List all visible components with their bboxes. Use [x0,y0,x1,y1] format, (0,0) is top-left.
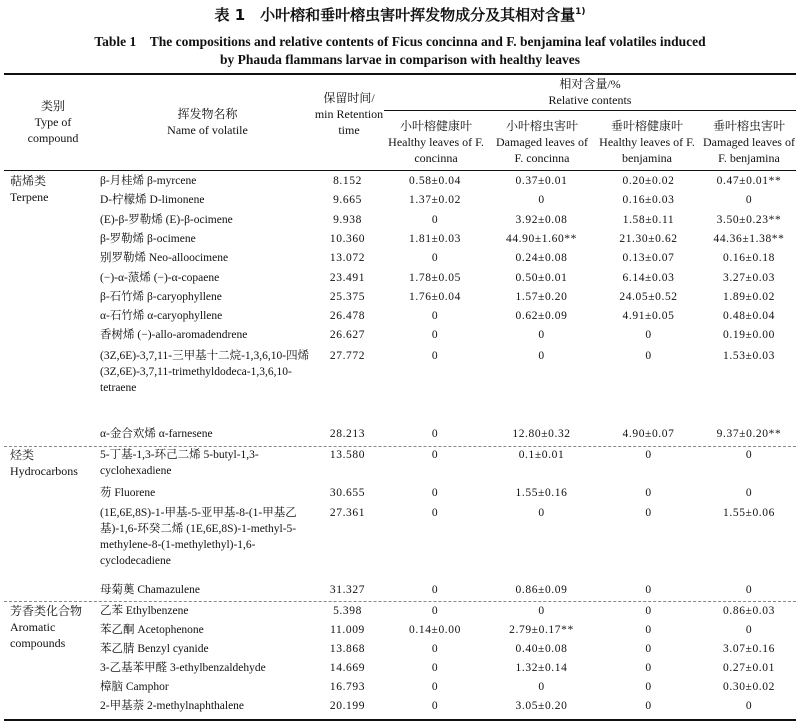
relative-content-cell: 0.14±0.00 [409,624,461,636]
retention-time: 30.655 [329,487,366,499]
relative-content-cell: 0 [431,662,439,674]
table-caption-en-line1: Table 1 The compositions and relative contents of Ficus concinna and F. benjamina leaf volatiles induced [94,34,706,49]
relative-content-cell: 0.19±0.00 [723,329,775,341]
header-col-healthy-benjamina: 垂叶榕健康叶 Healthy leaves of F. benjamina [599,119,695,165]
relative-content-cell: 0.16±0.03 [622,194,675,206]
relative-content-cell: 44.90±1.60** [505,233,577,245]
volatile-name: β-月桂烯 β-myrcene [100,175,197,187]
relative-content-cell: 0 [431,310,439,322]
relative-content-cell: 0 [431,214,439,226]
relative-content-cell: 0 [745,487,753,499]
relative-content-cell: 3.50±0.23** [716,214,782,226]
relative-content-cell: 0 [745,449,753,461]
volatile-name: 5-丁基-1,3-环己二烯 5-butyl-1,3-cyclohexadiene [100,449,259,477]
relative-content-cell: 0 [645,350,652,362]
relative-content-cell: 3.07±0.16 [723,643,775,655]
relative-content-cell: 1.37±0.02 [409,194,461,206]
volatile-name: 母菊薁 Chamazulene [100,584,200,596]
category-cn: 烃类 [10,448,35,462]
retention-time: 8.152 [333,175,362,187]
volatile-name: 别罗勒烯 Neo-alloocimene [100,252,229,264]
table-caption-cn: 表 1 小叶榕和垂叶榕虫害叶挥发物成分及其相对含量$^{1)}$ [214,6,586,24]
relative-content-cell: 1.78±0.05 [409,272,461,284]
relative-content-cell: 0 [431,329,439,341]
relative-content-cell: 0 [645,700,652,712]
relative-content-cell: 0 [745,700,753,712]
relative-content-cell: 0 [431,700,439,712]
relative-content-cell: 6.14±0.03 [622,272,675,284]
relative-content-cell: 1.76±0.04 [409,291,461,303]
relative-content-cell: 0 [538,681,545,693]
retention-time: 13.580 [329,449,366,461]
relative-content-cell: 0 [538,507,545,519]
relative-content-cell: 0 [431,605,439,617]
relative-content-cell: 0 [431,487,439,499]
relative-content-cell: 0 [431,584,439,596]
relative-content-cell: 0 [538,350,545,362]
relative-content-cell: 0 [745,194,753,206]
relative-content-cell: 0.58±0.04 [409,175,461,187]
category-en: Aromatic compounds [10,620,66,650]
relative-content-cell: 0 [645,449,652,461]
header-type-cn: 类别 [40,99,65,113]
header-col-healthy-concinna: 小叶榕健康叶 Healthy leaves of F. concinna [388,119,484,165]
retention-time: 31.327 [329,584,366,596]
retention-time: 26.627 [329,329,366,341]
volatile-name: α-金合欢烯 α-farnesene [100,428,213,440]
relative-content-cell: 0.37±0.01 [515,175,568,187]
retention-time: 27.772 [329,350,366,362]
relative-content-cell: 0 [645,681,652,693]
group-separator [4,601,796,602]
relative-content-cell: 0.86±0.03 [723,605,775,617]
relative-content-cell: 0 [645,624,652,636]
relative-content-cell: 3.27±0.03 [723,272,775,284]
relative-content-cell: 0 [431,252,439,264]
volatile-name: β-罗勒烯 β-ocimene [100,233,196,245]
relative-content-cell: 4.90±0.07 [622,428,675,440]
relative-content-cell: 44.36±1.38** [713,233,785,245]
relative-content-cell: 0.27±0.01 [723,662,775,674]
volatile-name: 2-甲基萘 2-methylnaphthalene [100,700,245,712]
relative-content-cell: 0 [538,194,545,206]
volatile-name: α-石竹烯 α-caryophyllene [100,310,223,322]
retention-time: 11.009 [330,624,365,636]
volatile-name: 乙苯 Ethylbenzene [100,605,189,617]
relative-contents-rule [384,110,796,111]
relative-content-cell: 4.91±0.05 [622,310,675,322]
category-en: Hydrocarbons [10,464,78,478]
header-retention-time: 保留时间/ min Retention time [314,91,384,137]
volatile-name: β-石竹烯 β-caryophyllene [100,291,222,303]
relative-content-cell: 24.05±0.52 [619,291,678,303]
volatile-name: 香树烯 (−)-allo-aromadendrene [100,329,248,341]
relative-content-cell: 0.47±0.01** [716,175,782,187]
relative-content-cell: 0 [645,487,652,499]
header-col-damaged-concinna: 小叶榕虫害叶 Damaged leaves of F. concinna [496,119,588,165]
relative-content-cell: 0 [538,605,545,617]
category-en: Terpene [10,190,49,204]
relative-content-cell: 0.30±0.02 [723,681,775,693]
volatile-name: D-柠檬烯 D-limonene [100,194,205,206]
relative-content-cell: 0.24±0.08 [515,252,568,264]
relative-content-cell: 0.48±0.04 [723,310,775,322]
relative-content-cell: 0 [645,507,652,519]
relative-content-cell: 1.89±0.02 [723,291,775,303]
header-relative-en: Relative contents [548,93,632,107]
volatile-name: (E)-β-罗勒烯 (E)-β-ocimene [100,214,233,226]
header-type-en: Type of compound [27,115,79,145]
relative-content-cell: 0 [431,507,439,519]
retention-time: 9.665 [333,194,362,206]
relative-content-cell: 3.05±0.20 [515,700,568,712]
header-relative-cn: 相对含量/% [559,77,621,91]
relative-content-cell: 0 [538,329,545,341]
retention-time: 5.398 [333,605,362,617]
header-col-damaged-benjamina: 垂叶榕虫害叶 Damaged leaves of F. benjamina [703,119,795,165]
relative-content-cell: 12.80±0.32 [512,428,571,440]
relative-content-cell: 1.53±0.03 [723,350,775,362]
retention-time: 23.491 [329,272,366,284]
relative-content-cell: 0 [645,643,652,655]
relative-content-cell: 0 [745,584,753,596]
retention-time: 25.375 [329,291,366,303]
bottom-rule [4,719,796,721]
relative-content-cell: 1.32±0.14 [515,662,568,674]
retention-time: 20.199 [329,700,366,712]
table-caption-en-line2: by Phauda flammans larvae in comparison with healthy leaves [219,52,581,67]
retention-time: 26.478 [329,310,366,322]
relative-content-cell: 1.55±0.06 [723,507,775,519]
relative-content-cell: 3.92±0.08 [515,214,568,226]
relative-content-cell: 0 [745,624,753,636]
header-name-cn: 挥发物名称 [177,107,238,121]
relative-content-cell: 0 [645,329,652,341]
relative-content-cell: 0.1±0.01 [518,449,565,461]
relative-content-cell: 0 [431,350,439,362]
relative-content-cell: 0 [431,428,439,440]
top-rule [4,73,796,75]
header-rule [4,170,796,171]
relative-content-cell: 0 [431,643,439,655]
relative-content-cell: 0 [645,662,652,674]
relative-content-cell: 1.81±0.03 [409,233,461,245]
relative-content-cell: 0.20±0.02 [622,175,675,187]
volatile-name: 苯乙酮 Acetophenone [100,624,204,636]
header-name-en: Name of volatile [167,123,248,137]
relative-content-cell: 0.16±0.18 [723,252,775,264]
retention-time: 10.360 [329,233,366,245]
retention-time: 28.213 [329,428,366,440]
retention-time: 16.793 [329,681,366,693]
retention-time: 13.072 [329,252,366,264]
relative-content-cell: 0.50±0.01 [515,272,568,284]
volatile-name: 苯乙腈 Benzyl cyanide [100,643,209,655]
relative-content-cell: 1.58±0.11 [622,214,675,226]
retention-time: 14.669 [329,662,366,674]
relative-content-cell: 9.37±0.20** [716,428,782,440]
category-cn: 萜烯类 [10,174,47,188]
category-cn: 芳香类化合物 [10,604,83,618]
relative-content-cell: 0 [645,584,652,596]
volatile-name: (1E,6E,8S)-1-甲基-5-亚甲基-8-(1-甲基乙基)-1,6-环癸二烯 (1E,6E,8S)-1-methyl-5-methylene-8-(1-methylethyl)-1,6-cyclodecadiene [100,507,297,567]
retention-time: 13.868 [329,643,366,655]
volatile-name: (3Z,6E)-3,7,11-三甲基十二烷-1,3,6,10-四烯 (3Z,6E)-3,7,11-trimethyldodeca-1,3,6,10-tetraene [100,350,310,394]
relative-content-cell: 0 [431,681,439,693]
relative-content-cell: 0.62±0.09 [515,310,568,322]
retention-time: 9.938 [333,214,362,226]
retention-time: 27.361 [329,507,366,519]
volatile-name: (−)-α-蒎烯 (−)-α-copaene [100,272,220,284]
relative-content-cell: 0.13±0.07 [622,252,675,264]
volatile-name: 芴 Fluorene [100,487,156,499]
relative-content-cell: 1.57±0.20 [515,291,568,303]
relative-content-cell: 0 [645,605,652,617]
relative-content-cell: 0.40±0.08 [515,643,568,655]
relative-content-cell: 0 [431,449,439,461]
volatile-name: 樟脑 Camphor [100,681,169,693]
relative-content-cell: 1.55±0.16 [515,487,568,499]
relative-content-cell: 0.86±0.09 [515,584,568,596]
volatile-name: 3-乙基苯甲醛 3-ethylbenzaldehyde [100,662,266,674]
relative-content-cell: 21.30±0.62 [619,233,678,245]
relative-content-cell: 2.79±0.17** [509,624,574,636]
